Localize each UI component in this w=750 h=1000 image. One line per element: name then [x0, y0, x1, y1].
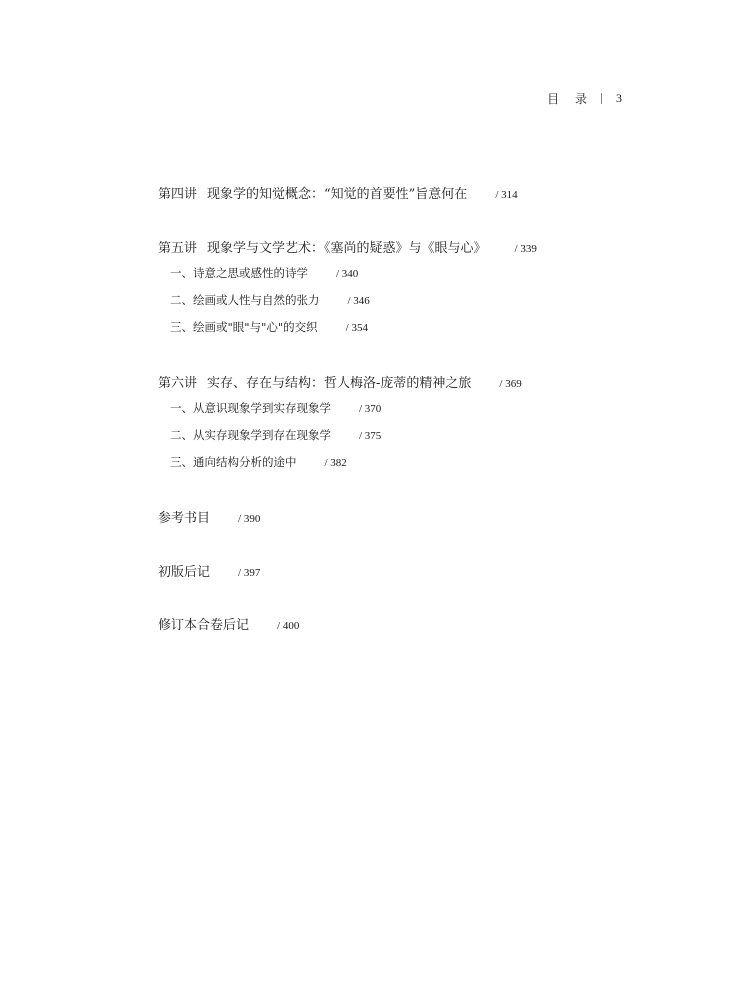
- back-matter-title: 修订本合卷后记: [158, 618, 250, 633]
- back-matter-page: / 390: [238, 513, 261, 525]
- section-page: / 340: [336, 268, 359, 280]
- toc-section[interactable]: [170, 265, 358, 281]
- lecture-label: 第五讲: [158, 241, 198, 256]
- toc-section[interactable]: [170, 319, 368, 335]
- lecture-title: 现象学的知觉概念：“知觉的首要性”旨意何在: [207, 187, 468, 202]
- toc-lecture-6[interactable]: [158, 372, 522, 391]
- lecture-title: 现象学与文学艺术：《塞尚的疑惑》与《眼与心》: [207, 241, 487, 256]
- running-head-title: 目 录: [547, 92, 593, 106]
- toc-section[interactable]: [170, 454, 347, 470]
- lecture-page: / 369: [499, 378, 522, 390]
- lecture-page: / 339: [514, 243, 537, 255]
- toc-section[interactable]: [170, 400, 381, 416]
- lecture-page: / 314: [495, 189, 518, 201]
- running-head-divider: [601, 93, 602, 104]
- section-page: / 382: [324, 457, 347, 469]
- section-title: 二、绘画或人性与自然的张力: [170, 293, 320, 307]
- toc-lecture-5[interactable]: [158, 237, 537, 256]
- lecture-title: 实存、存在与结构：哲人梅洛-庞蒂的精神之旅: [207, 376, 472, 391]
- back-matter-title: 初版后记: [158, 565, 211, 580]
- section-title: 二、从实存现象学到存在现象学: [170, 428, 331, 442]
- section-title: 一、诗意之思或感性的诗学: [170, 266, 308, 280]
- section-page: / 370: [359, 403, 382, 415]
- toc-back-matter-revised-postscript[interactable]: [158, 614, 299, 633]
- section-page: / 346: [347, 295, 370, 307]
- toc-section[interactable]: [170, 427, 381, 443]
- toc-back-matter-first-postscript[interactable]: [158, 561, 260, 580]
- section-page: / 354: [345, 322, 368, 334]
- section-title: 三、绘画或"眼"与"心"的交织: [170, 320, 318, 334]
- toc-section[interactable]: [170, 292, 370, 308]
- back-matter-title: 参考书目: [158, 511, 211, 526]
- section-page: / 375: [359, 430, 382, 442]
- toc-lecture-4[interactable]: [158, 183, 518, 202]
- lecture-label: 第六讲: [158, 376, 198, 391]
- toc-back-matter-bibliography[interactable]: [158, 507, 260, 526]
- back-matter-page: / 397: [238, 567, 261, 579]
- running-head: [547, 90, 622, 107]
- section-title: 一、从意识现象学到实存现象学: [170, 401, 331, 415]
- lecture-label: 第四讲: [158, 187, 198, 202]
- page-number: 3: [616, 91, 622, 105]
- back-matter-page: / 400: [277, 620, 300, 632]
- section-title: 三、通向结构分析的途中: [170, 455, 297, 469]
